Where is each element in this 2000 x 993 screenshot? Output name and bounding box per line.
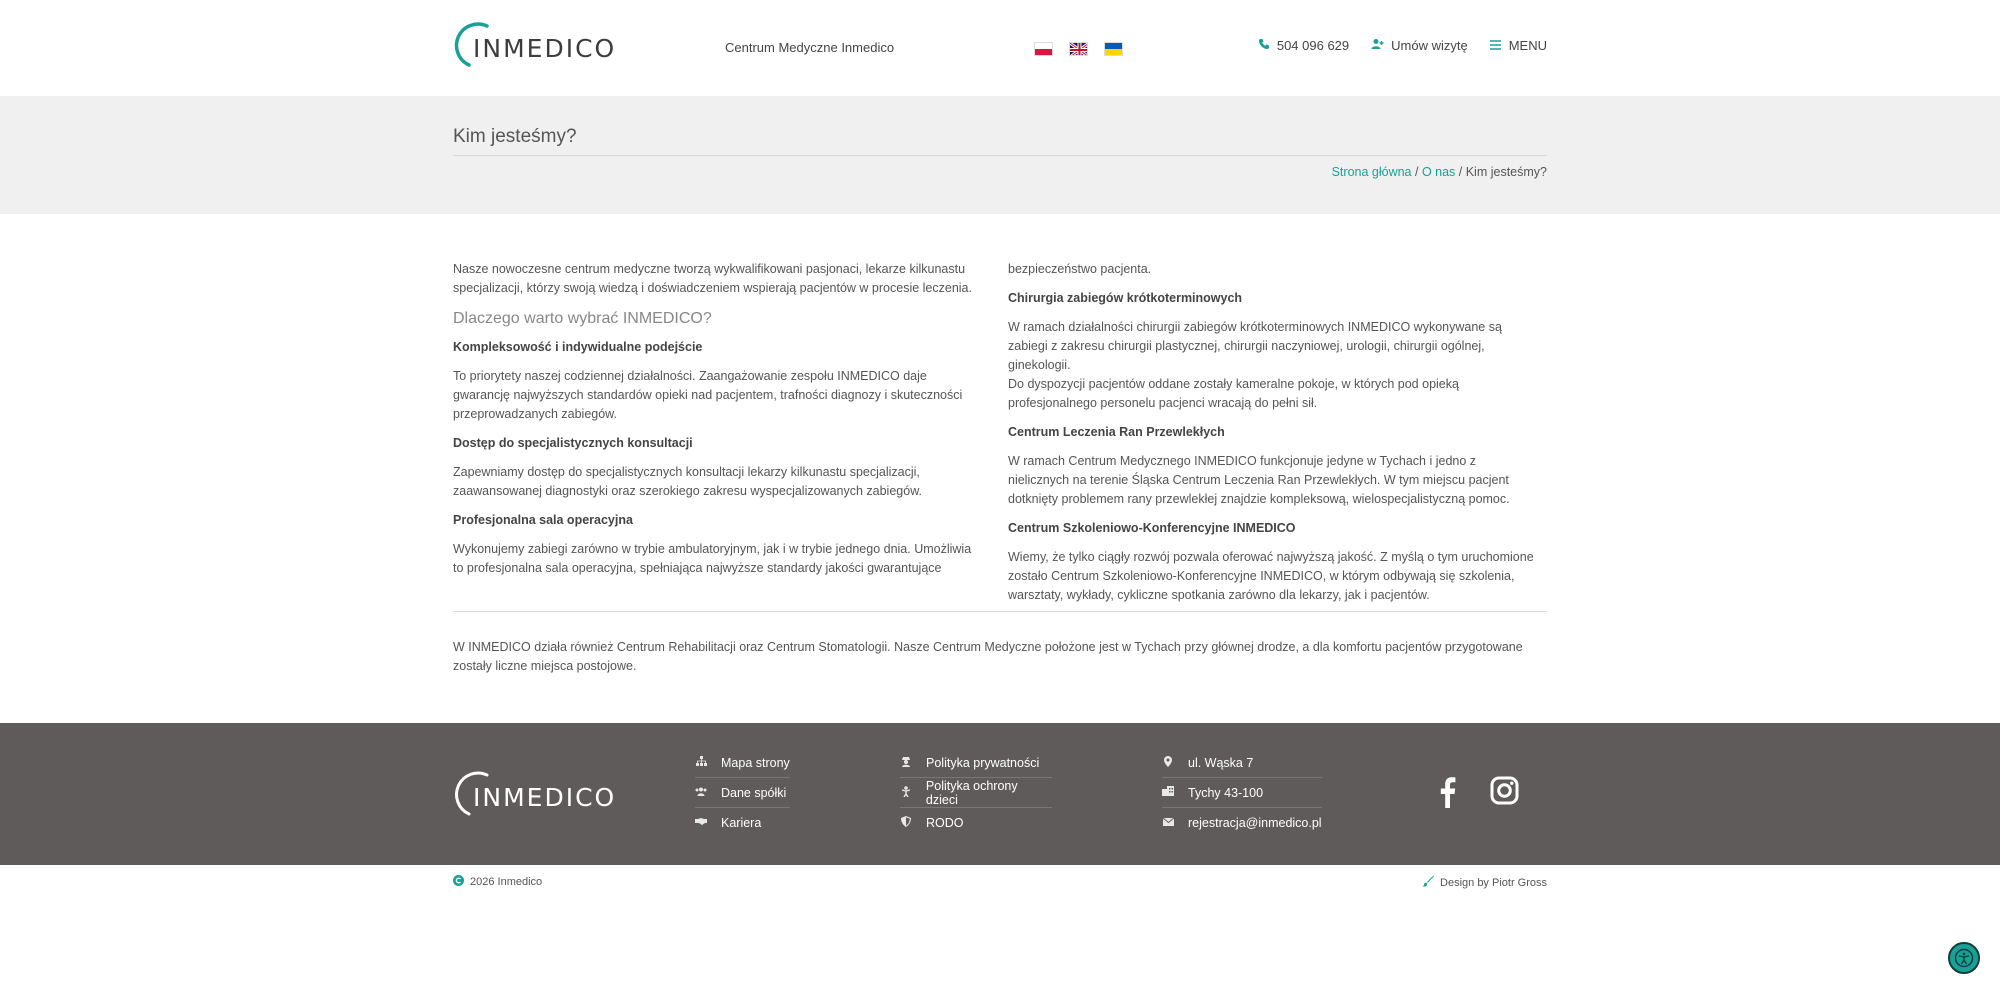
footer-link-company-data[interactable] bbox=[695, 778, 790, 808]
footer-email-link[interactable] bbox=[1162, 808, 1322, 838]
accessibility-icon bbox=[1954, 948, 1974, 968]
section-title: Dostęp do specjalistycznych konsultacji bbox=[453, 436, 693, 450]
section-text: bezpieczeństwo pacjenta. bbox=[1008, 262, 1152, 276]
footer-logo-text: INMEDICO bbox=[473, 783, 617, 812]
handshake-icon bbox=[695, 817, 707, 829]
header-nav bbox=[1258, 38, 1547, 53]
appointment-label: Umów wizytę bbox=[1391, 38, 1468, 53]
page-title: Kim jesteśmy? bbox=[453, 126, 577, 147]
accessibility-button[interactable] bbox=[1948, 942, 1980, 974]
map-marker-icon bbox=[1162, 756, 1174, 770]
sitemap-icon bbox=[695, 756, 707, 769]
section-text: Do dyspozycji pacjentów oddane zostały kameralne pokoje, w których pod opieką profesjonalnego personelu pacjenci wracają do pełni sił. bbox=[1008, 377, 1459, 410]
footer-links-company bbox=[695, 748, 790, 838]
section-text: Wiemy, że tylko ciągły rozwój pozwala oferować najwyższą jakość. Z myślą o tym uruchomione zostało Centrum Szkoleniowo-Konferencyjne INMEDICO, w którym odbywają się szkolenia, warsztaty, wykłady, cykliczne spotkania zarówno dla lekarzy, jak i pacjentów. bbox=[1008, 550, 1534, 602]
copyright-icon bbox=[453, 875, 464, 889]
copyright bbox=[453, 875, 542, 889]
bottom-text: W INMEDICO działa również Centrum Rehabilitacji oraz Centrum Stomatologii. Nasze Centrum Medyczne położone jest w Tychach przy głównej drodze, a dla komfortu pacjentów przygotowane zostały liczne miejsca postojowe. bbox=[453, 640, 1523, 673]
breadcrumb-sep: / bbox=[1411, 165, 1422, 179]
breadcrumb bbox=[1332, 165, 1547, 179]
footer-email: rejestracja@inmedico.pl bbox=[1188, 816, 1322, 830]
footer-links-policy bbox=[900, 748, 1052, 838]
footer-link-label: Polityka ochrony dzieci bbox=[925, 778, 1018, 807]
site-header bbox=[0, 0, 2000, 96]
ua-flag-icon[interactable] bbox=[1104, 42, 1123, 56]
pl-flag-icon[interactable] bbox=[1034, 42, 1053, 56]
instagram-icon[interactable] bbox=[1490, 776, 1519, 813]
footer-link-label: Polityka prywatności bbox=[926, 755, 1040, 770]
footer-logo[interactable] bbox=[453, 769, 617, 819]
phone-link[interactable] bbox=[1258, 38, 1349, 53]
section-title: Kompleksowość i indywidualne podejście bbox=[453, 340, 703, 354]
appointment-link[interactable] bbox=[1371, 38, 1468, 53]
social-links bbox=[1438, 776, 1519, 813]
language-switcher bbox=[1034, 42, 1123, 56]
menu-label: MENU bbox=[1508, 38, 1547, 53]
section-text: W ramach Centrum Medycznego INMEDICO funkcjonuje jedyne w Tychach i jedno z nielicznych na terenie Śląska Centrum Leczenia Ran Przewlekłych. W tym miejscu pacjent dotknięty problemem rany przewlekłej znajdzie kompleksową, wielospecjalistyczną pomoc. bbox=[1008, 454, 1510, 506]
paint-brush-icon bbox=[1422, 875, 1434, 890]
section-title: Centrum Szkoleniowo-Konferencyjne INMEDICO bbox=[1008, 521, 1296, 535]
footer-link-label: Mapa strony bbox=[721, 755, 790, 770]
shield-icon bbox=[900, 816, 912, 830]
gb-flag-icon[interactable] bbox=[1069, 42, 1088, 56]
footer-link-rodo[interactable] bbox=[900, 808, 1052, 838]
footer-link-privacy[interactable] bbox=[900, 748, 1052, 778]
hamburger-icon bbox=[1490, 39, 1502, 53]
section-title: Chirurgia zabiegów krótkoterminowych bbox=[1008, 291, 1243, 305]
content-divider bbox=[453, 611, 1547, 612]
footer-link-child-protection[interactable] bbox=[900, 778, 1052, 808]
section-text: To priorytety naszej codziennej działalności. Zaangażowanie zespołu INMEDICO daje gwarancję najwyższych standardów opieki nad pacjentem, trafności diagnozy i skuteczności przeprowadzanych zabiegów. bbox=[453, 369, 963, 421]
site-name[interactable]: Centrum Medyczne Inmedico bbox=[725, 40, 895, 55]
why-heading: Dlaczego warto wybrać INMEDICO? bbox=[453, 310, 712, 327]
logo-text: INMEDICO bbox=[473, 34, 617, 63]
user-plus-icon bbox=[1371, 38, 1384, 53]
facebook-icon[interactable] bbox=[1438, 776, 1456, 813]
content-column-right bbox=[1008, 260, 1538, 615]
users-icon bbox=[695, 787, 707, 799]
footer-link-label: Dane spółki bbox=[721, 785, 787, 800]
logo[interactable] bbox=[453, 20, 617, 70]
footer-link-career[interactable] bbox=[695, 808, 790, 838]
footer-link-sitemap[interactable] bbox=[695, 748, 790, 778]
user-secret-icon bbox=[900, 756, 912, 770]
breadcrumb-current: Kim jesteśmy? bbox=[1465, 165, 1547, 179]
footer-city bbox=[1162, 778, 1322, 808]
child-icon bbox=[900, 786, 912, 800]
design-credit-text: Design by Piotr Gross bbox=[1440, 876, 1547, 889]
footer-link-label: RODO bbox=[926, 816, 964, 830]
menu-button[interactable] bbox=[1490, 38, 1547, 53]
design-credit[interactable] bbox=[1422, 875, 1547, 890]
city-icon bbox=[1162, 786, 1174, 799]
section-title: Centrum Leczenia Ran Przewlekłych bbox=[1008, 425, 1225, 439]
breadcrumb-home[interactable]: Strona główna bbox=[1331, 165, 1412, 179]
intro-text: Nasze nowoczesne centrum medyczne tworzą wykwalifikowani pasjonaci, lekarze kilkunastu specjalizacji, którzy swoją wiedzą i doświadczeniem wspierają pacjentów w procesie leczenia. bbox=[453, 262, 972, 295]
envelope-icon bbox=[1162, 818, 1174, 829]
breadcrumb-sep: / bbox=[1455, 165, 1466, 179]
footer-address-line: Tychy 43-100 bbox=[1188, 785, 1264, 800]
title-divider bbox=[453, 155, 1547, 156]
breadcrumb-about[interactable]: O nas bbox=[1421, 165, 1456, 179]
phone-icon bbox=[1258, 38, 1270, 53]
section-text: W ramach działalności chirurgii zabiegów krótkoterminowych INMEDICO wykonywane są zabiegi z zakresu chirurgii plastycznej, chirurgii naczyniowej, urologii, chirurgii ogólnej, ginekologii. bbox=[1008, 320, 1502, 372]
footer-link-label: Kariera bbox=[721, 816, 762, 830]
section-title: Profesjonalna sala operacyjna bbox=[453, 513, 633, 527]
phone-number: 504 096 629 bbox=[1276, 38, 1350, 53]
section-text: Zapewniamy dostęp do specjalistycznych konsultacji lekarzy kilkunastu specjalizacji, zaawansowanej diagnostyki oraz szerokiego zakresu wyspecjalizowanych zabiegów. bbox=[453, 465, 923, 498]
content-column-left bbox=[453, 260, 983, 588]
copyright-text: 2026 Inmedico bbox=[470, 876, 543, 888]
footer-address bbox=[1162, 748, 1322, 838]
footer-street bbox=[1162, 748, 1322, 778]
footer-address-line: ul. Wąska 7 bbox=[1188, 755, 1254, 770]
section-text: Wykonujemy zabiegi zarówno w trybie ambulatoryjnym, jak i w trybie jednego dnia. Umożliwia to profesjonalna sala operacyjna, spełniająca najwyższe standardy jakości gwarantujące bbox=[453, 542, 972, 575]
